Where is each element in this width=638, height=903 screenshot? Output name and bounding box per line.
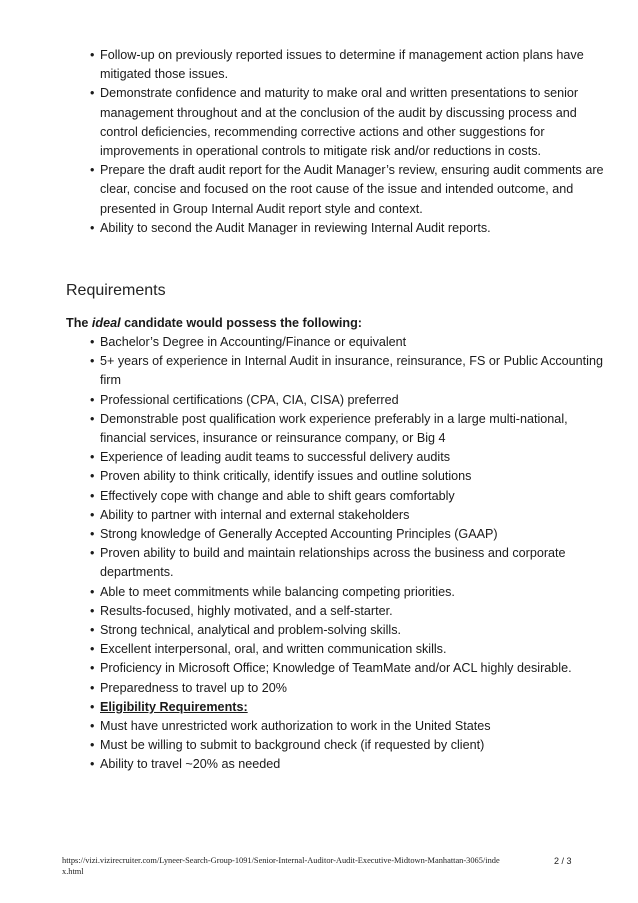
page-number: 2 / 3 (554, 856, 572, 866)
bullet-icon: • (90, 48, 95, 62)
list-item: • Experience of leading audit teams to successful delivery audits (0, 448, 638, 467)
list-item: • Must have unrestricted work authorization to work in the United States (0, 717, 638, 736)
list-item: • Demonstrable post qualification work experience preferably in a large multi-national, financial services, insurance or reinsurance company, or Big 4 (90, 411, 568, 446)
bullet-icon: • (90, 680, 95, 695)
list-item: • Proven ability to build and maintain relationships across the business and corporate departments. (90, 546, 566, 580)
list-item: • Ability to second the Audit Manager in reviewing Internal Audit reports. (0, 219, 638, 238)
list-item: • Able to meet commitments while balancing competing priorities. (0, 583, 638, 602)
list-item: • Follow-up on previously reported issues to determine if management action plans have mitigated those issues. (90, 48, 584, 82)
bullet-icon: • (90, 699, 95, 714)
list-item: • Effectively cope with change and able to shift gears comfortably (0, 487, 638, 506)
footer-url: https://vizi.vizirecruiter.com/Lyneer-Search-Group-1091/Senior-Internal-Auditor-Audit-Executive-Midtown-Manhattan-3065/index.html (62, 856, 500, 876)
bullet-icon: • (90, 220, 95, 235)
bullet-icon: • (90, 469, 95, 484)
bullet-icon: • (90, 450, 95, 465)
list-item: • Strong knowledge of Generally Accepted Accounting Principles (GAAP) (0, 525, 638, 544)
requirements-intro: The ideal candidate would possess the following: (66, 316, 362, 330)
list-item: • Proficiency in Microsoft Office; Knowledge of TeamMate and/or ACL highly desirable. (0, 659, 638, 678)
list-item: • Bachelor’s Degree in Accounting/Finance or equivalent (0, 333, 638, 352)
list-item: • Must be willing to submit to background check (if requested by client) (0, 736, 638, 755)
bullet-icon: • (90, 642, 95, 657)
bullet-icon: • (90, 546, 95, 561)
eligibility-heading-item (0, 698, 638, 717)
list-item: • Professional certifications (CPA, CIA, CISA) preferred (0, 391, 638, 410)
bullet-icon: • (90, 584, 95, 599)
list-item: • Ability to partner with internal and external stakeholders (0, 506, 638, 525)
bullet-icon: • (90, 354, 95, 369)
bullet-icon: • (90, 603, 95, 618)
list-item: • Prepare the draft audit report for the Audit Manager’s review, ensuring audit comments are clear, concise and focused on the root cause of the issue and intended outcome, and presented in Group Internal Audit report style and context. (90, 163, 604, 216)
bullet-icon: • (90, 738, 95, 753)
list-item: • 5+ years of experience in Internal Audit in insurance, reinsurance, FS or Public Accounting firm (90, 354, 603, 388)
bullet-icon: • (90, 488, 95, 503)
bullet-icon: • (90, 411, 95, 426)
list-item: • Strong technical, analytical and problem-solving skills. (0, 621, 638, 640)
bullet-icon: • (90, 86, 95, 101)
bullet-icon: • (90, 757, 95, 772)
requirements-list (0, 333, 638, 775)
list-item: • Excellent interpersonal, oral, and written communication skills. (0, 640, 638, 659)
list-item: • Results-focused, highly motivated, and a self-starter. (0, 602, 638, 621)
bullet-icon: • (90, 335, 95, 349)
bullet-icon: • (90, 623, 95, 638)
bullet-icon: • (90, 527, 95, 542)
list-item: • Demonstrate confidence and maturity to make oral and written presentations to senior management throughout and at the conclusion of the audit by discussing process and control deficiencies, recommending corrective actions and other suggestions for improvements in operational controls to mitigate risk and/or reductions in costs. (90, 86, 579, 159)
bullet-icon: • (90, 719, 95, 734)
eligibility-label: Eligibility Requirements: (100, 699, 248, 714)
list-item: • Proven ability to think critically, identify issues and outline solutions (0, 467, 638, 486)
requirements-heading: Requirements (66, 282, 166, 299)
list-item: • Ability to travel ~20% as needed (0, 755, 638, 774)
responsibilities-list (0, 46, 638, 238)
bullet-icon: • (90, 661, 95, 676)
bullet-icon: • (90, 507, 95, 522)
list-item: • Preparedness to travel up to 20% (0, 679, 638, 698)
bullet-icon: • (90, 392, 95, 407)
bullet-icon: • (90, 163, 95, 178)
